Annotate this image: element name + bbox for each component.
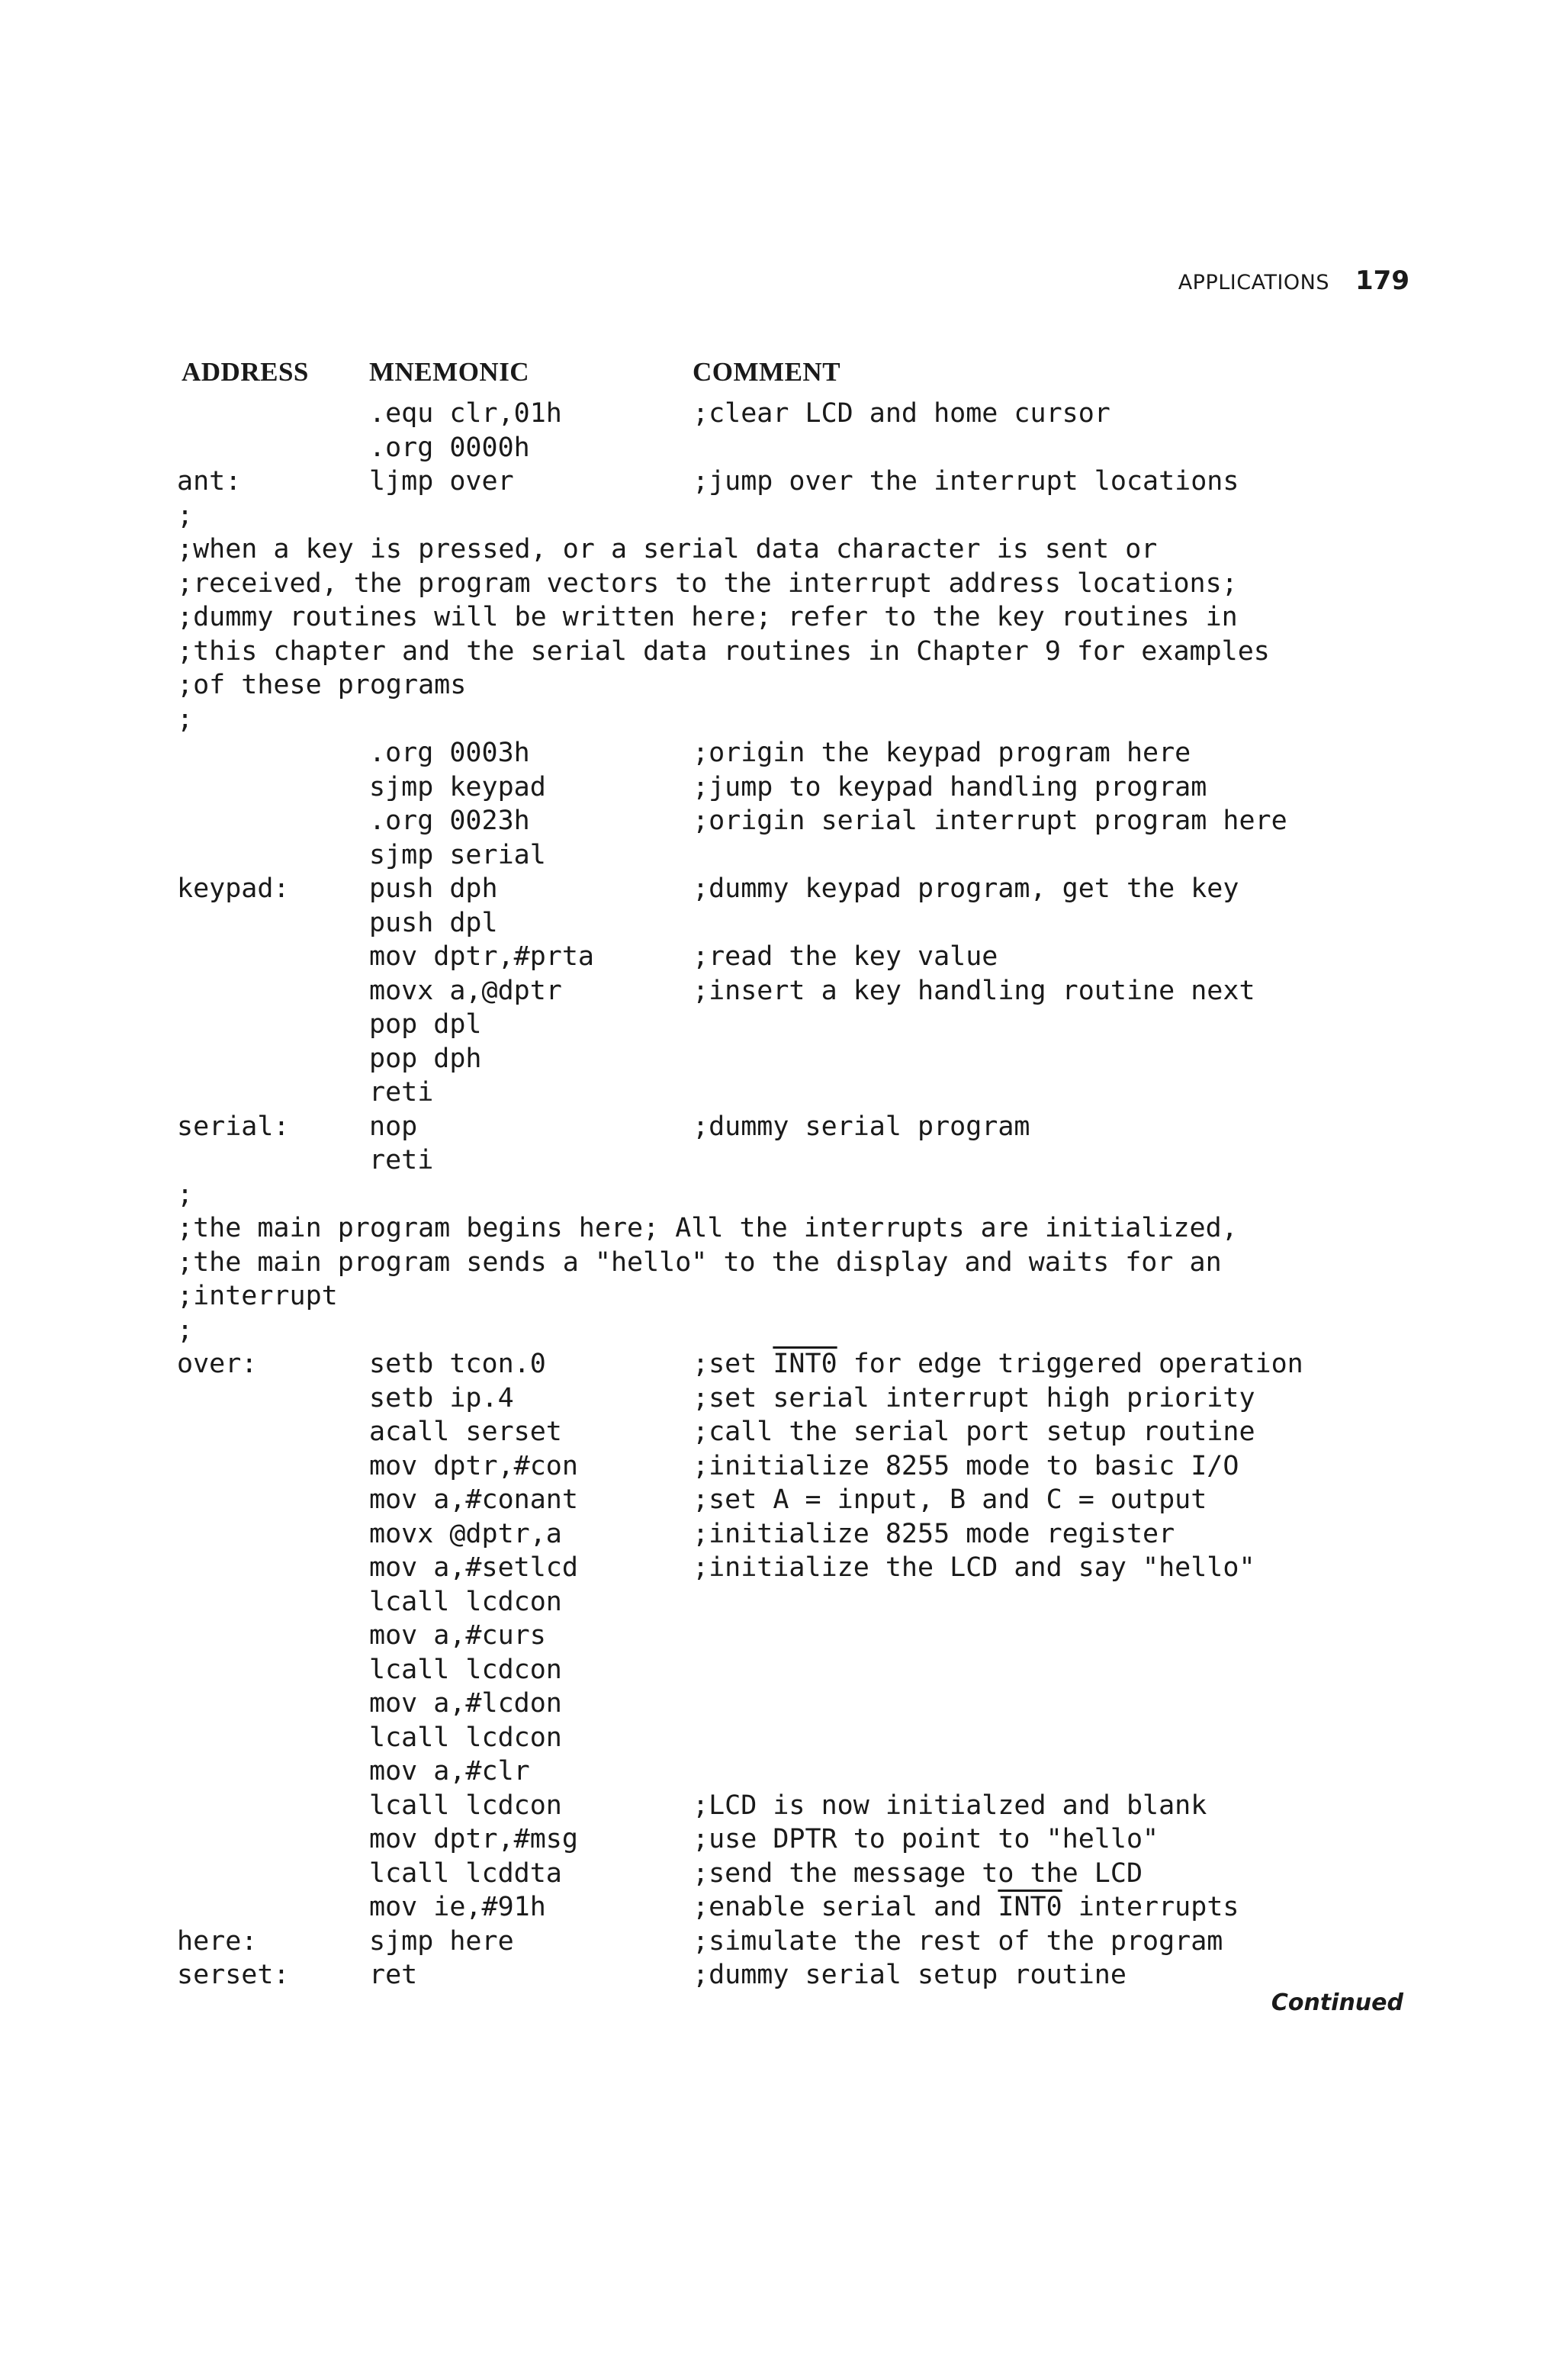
listing-line <box>0 1143 1562 1178</box>
mnemonic: mov dptr,#con <box>369 1450 578 1481</box>
listing-line <box>0 1551 1562 1585</box>
comment <box>693 1890 1239 1925</box>
mnemonic: acall serset <box>369 1417 562 1447</box>
mnemonic: mov a,#lcdon <box>369 1688 562 1719</box>
mnemonic: pop dpl <box>369 1009 482 1040</box>
comment: ;jump to keypad handling program <box>693 771 1207 802</box>
continued-note: Continued <box>1271 1989 1403 2016</box>
listing-line <box>0 770 1562 805</box>
running-title: APPLICATIONS <box>1178 271 1330 294</box>
listing-line <box>0 1042 1562 1076</box>
mnemonic: mov dptr,#prta <box>369 941 595 972</box>
comment: ;origin serial interrupt program here <box>693 806 1287 836</box>
mnemonic: ljmp over <box>369 466 514 497</box>
assembly-listing <box>0 397 1562 1992</box>
mnemonic: mov a,#clr <box>369 1756 530 1787</box>
mnemonic: sjmp serial <box>369 839 546 870</box>
mnemonic: lcall lcddta <box>369 1857 562 1889</box>
comment: ;LCD is now initialzed and blank <box>693 1790 1207 1821</box>
listing-line <box>0 1822 1562 1857</box>
comment-line: ;this chapter and the serial data routines in Chapter 9 for examples <box>177 635 1270 667</box>
listing-line <box>0 1279 1562 1314</box>
listing-line <box>0 431 1562 465</box>
listing-line <box>0 1483 1562 1517</box>
listing-line <box>0 567 1562 601</box>
listing-line <box>0 635 1562 669</box>
address-label: ant: <box>177 466 242 497</box>
mnemonic: mov a,#setlcd <box>369 1552 578 1583</box>
comment <box>693 1347 1303 1381</box>
comment-line: ;interrupt <box>177 1281 338 1311</box>
comment-line: ; <box>177 500 194 531</box>
mnemonic: setb ip.4 <box>369 1382 514 1414</box>
listing-line <box>0 872 1562 906</box>
mnemonic: .org 0003h <box>369 738 530 768</box>
mnemonic-column-header: MNEMONIC <box>369 357 530 387</box>
comment: ;clear LCD and home cursor <box>693 398 1110 429</box>
listing-line <box>0 1754 1562 1789</box>
address-label: serset: <box>177 1960 290 1990</box>
listing-line <box>0 1076 1562 1110</box>
comment: ;insert a key handling routine next <box>693 975 1255 1006</box>
listing-line <box>0 1619 1562 1653</box>
listing-line <box>0 1008 1562 1042</box>
comment-line: ;received, the program vectors to the interrupt address locations; <box>177 568 1238 599</box>
mnemonic: nop <box>369 1111 418 1142</box>
mnemonic: .org 0000h <box>369 432 530 463</box>
page-number: 179 <box>1355 265 1409 296</box>
comment-text: ;set <box>693 1349 773 1379</box>
listing-line <box>0 465 1562 499</box>
listing-line <box>0 1721 1562 1755</box>
mnemonic: mov dptr,#msg <box>369 1824 578 1854</box>
address-column-header: ADDRESS <box>182 357 309 387</box>
comment-line: ; <box>177 1179 194 1210</box>
comment-line: ;the main program begins here; All the interrupts are initialized, <box>177 1213 1238 1243</box>
listing-column-headers <box>0 357 1562 388</box>
listing-line <box>0 1415 1562 1449</box>
comment-line: ;when a key is pressed, or a serial data character is sent or <box>177 534 1158 564</box>
address-label: keypad: <box>177 873 290 904</box>
mnemonic: reti <box>369 1145 434 1176</box>
mnemonic: movx @dptr,a <box>369 1518 562 1549</box>
comment-text: interrupts <box>1062 1892 1239 1922</box>
mnemonic: lcall lcdcon <box>369 1654 562 1685</box>
comment: ;call the serial port setup routine <box>693 1417 1255 1447</box>
mnemonic: sjmp here <box>369 1925 514 1957</box>
listing-line <box>0 1653 1562 1687</box>
listing-line <box>0 1925 1562 1959</box>
comment-column-header: COMMENT <box>693 357 841 387</box>
comment: ;dummy serial program <box>693 1111 1030 1142</box>
comment: ;initialize 8255 mode to basic I/O <box>693 1450 1239 1481</box>
mnemonic: ret <box>369 1960 418 1990</box>
listing-line <box>0 1789 1562 1823</box>
mnemonic: lcall lcdcon <box>369 1790 562 1821</box>
comment: ;set A = input, B and C = output <box>693 1484 1207 1515</box>
listing-line <box>0 1890 1562 1925</box>
listing-line <box>0 1381 1562 1416</box>
listing-line <box>0 1585 1562 1619</box>
listing-line <box>0 1246 1562 1280</box>
comment: ;dummy serial setup routine <box>693 1960 1127 1990</box>
listing-line <box>0 838 1562 873</box>
listing-line <box>0 499 1562 533</box>
comment: ;initialize 8255 mode register <box>693 1518 1175 1549</box>
listing-line <box>0 1449 1562 1484</box>
comment: ;dummy keypad program, get the key <box>693 873 1239 904</box>
comment: ;jump over the interrupt locations <box>693 466 1239 497</box>
listing-line <box>0 1687 1562 1721</box>
listing-line <box>0 1211 1562 1246</box>
mnemonic: movx a,@dptr <box>369 975 562 1006</box>
listing-line <box>0 804 1562 838</box>
address-label: over: <box>177 1349 258 1379</box>
comment: ;read the key value <box>693 941 998 972</box>
listing-line <box>0 600 1562 635</box>
comment-line: ;the main program sends a "hello" to the display and waits for an <box>177 1246 1222 1278</box>
mnemonic: .equ clr,01h <box>369 398 562 429</box>
listing-line <box>0 703 1562 737</box>
listing-line <box>0 532 1562 567</box>
mnemonic: push dph <box>369 873 498 904</box>
comment: ;set serial interrupt high priority <box>693 1382 1255 1414</box>
comment: ;initialize the LCD and say "hello" <box>693 1552 1255 1583</box>
comment: ;use DPTR to point to "hello" <box>693 1824 1159 1854</box>
mnemonic: mov a,#conant <box>369 1484 578 1515</box>
listing-line <box>0 397 1562 431</box>
mnemonic: sjmp keypad <box>369 771 546 802</box>
comment: ;simulate the rest of the program <box>693 1925 1223 1957</box>
listing-line <box>0 940 1562 974</box>
comment-text: ;enable serial and <box>693 1892 998 1922</box>
mnemonic: reti <box>369 1077 434 1108</box>
listing-line <box>0 1314 1562 1348</box>
listing-line <box>0 1347 1562 1381</box>
mnemonic: setb tcon.0 <box>369 1349 546 1379</box>
comment-line: ; <box>177 1314 194 1346</box>
listing-line <box>0 1857 1562 1891</box>
mnemonic: lcall lcdcon <box>369 1722 562 1753</box>
listing-line <box>0 1517 1562 1552</box>
mnemonic: lcall lcdcon <box>369 1586 562 1617</box>
listing-line <box>0 1958 1562 1992</box>
comment-text: for edge triggered operation <box>837 1349 1303 1379</box>
address-label: here: <box>177 1925 258 1957</box>
running-head <box>1178 265 1409 296</box>
listing-line <box>0 974 1562 1008</box>
overlined-signal: INT0 <box>998 1892 1062 1922</box>
comment-line: ; <box>177 703 194 735</box>
listing-line <box>0 668 1562 703</box>
listing-line <box>0 736 1562 770</box>
mnemonic: pop dph <box>369 1043 482 1074</box>
address-label: serial: <box>177 1111 290 1142</box>
mnemonic: mov a,#curs <box>369 1620 546 1651</box>
listing-line <box>0 906 1562 941</box>
mnemonic: push dpl <box>369 907 498 938</box>
comment: ;origin the keypad program here <box>693 738 1191 768</box>
mnemonic: .org 0023h <box>369 806 530 836</box>
overlined-signal: INT0 <box>773 1349 837 1379</box>
comment-line: ;of these programs <box>177 670 467 700</box>
comment: ;send the message to the LCD <box>693 1857 1143 1889</box>
comment-line: ;dummy routines will be written here; refer to the key routines in <box>177 602 1238 632</box>
listing-line <box>0 1110 1562 1144</box>
listing-line <box>0 1178 1562 1212</box>
mnemonic: mov ie,#91h <box>369 1892 546 1922</box>
